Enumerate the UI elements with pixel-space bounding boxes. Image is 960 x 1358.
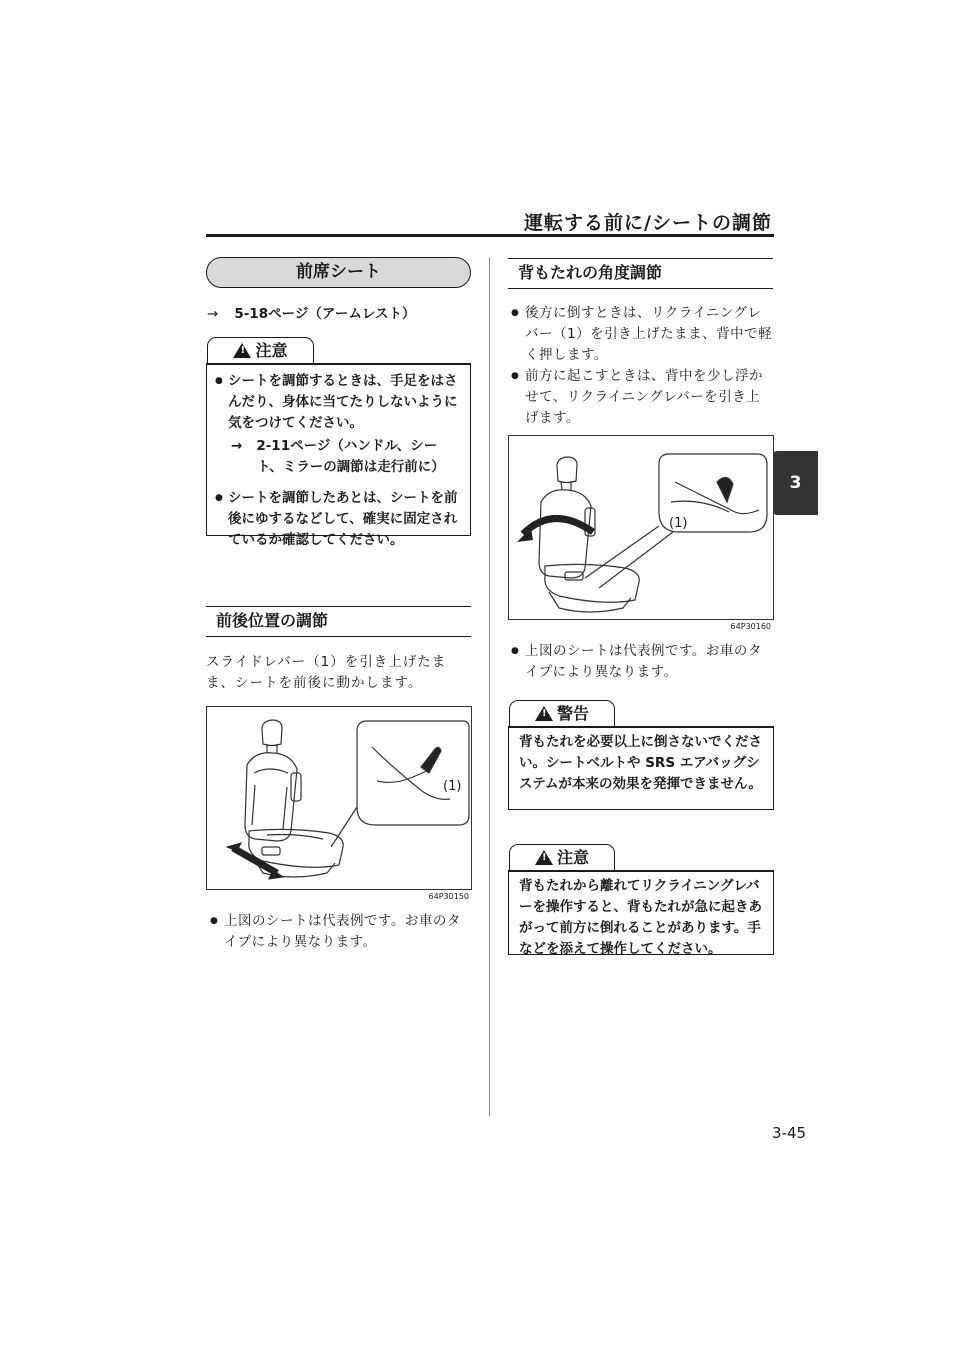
- arrow-icon: →: [231, 438, 243, 454]
- warning-box: [508, 726, 774, 810]
- section-heading-fore-aft: 前後位置の調節: [206, 606, 471, 637]
- column-divider: [489, 258, 490, 1116]
- caution-text: 背もたれから離れてリクライニングレバーを操作すると、背もたれが急に起きあがって前方に倒れることがあります。手などを添えて操作してください。: [519, 878, 762, 957]
- section-heading-recline: 背もたれの角度調節: [508, 258, 773, 289]
- recline-bullet-1: ● 後方に倒すときは、リクライニングレバー（1）を引き上げたまま、背中で軽く押します。: [511, 303, 774, 366]
- warning-triangle-icon: [535, 706, 553, 721]
- caution-label: [509, 844, 615, 871]
- caution-box: [206, 363, 471, 548]
- warning-triangle-icon: [233, 343, 251, 358]
- recline-note: ● 上図のシートは代表例です。お車のタイプにより異なります。: [511, 641, 774, 683]
- caution-subreference-text: 2-11ページ（ハンドル、シート、ミラーの調節は走行前に）: [256, 438, 445, 475]
- seat-illustration-svg: [207, 707, 471, 889]
- warning-triangle-icon: [535, 850, 553, 865]
- seat-recline-illustration: [508, 435, 774, 631]
- caution-label-text: 注意: [255, 341, 288, 360]
- warning-label-text: 警告: [556, 704, 589, 723]
- recline-bullet-2: ● 前方に起こすときは、背中を少し浮かせて、リクライニングレバーを引き上げます。: [511, 366, 774, 429]
- caution-subreference: [215, 436, 462, 478]
- callout-label: (1): [443, 779, 462, 794]
- warning-text: 背もたれを必要以上に倒さないでください。シートベルトや SRS エアバッグシステムが本来の効果を発揮できません。: [519, 734, 762, 792]
- fore-aft-note: ● 上図のシートは代表例です。お車のタイプにより異なります。: [210, 911, 472, 953]
- callout-label: (1): [669, 516, 688, 531]
- caution-label-text: 注意: [556, 848, 589, 867]
- recline-illustration-svg: [509, 436, 773, 619]
- section-title-front-seat: 前席シート: [206, 257, 471, 288]
- caution-item-2: ● シートを調節したあとは、シートを前後にゆするなどして、確実に固定されているか確認してください。: [215, 488, 462, 551]
- figure-code: 64P30160: [730, 622, 771, 631]
- seat-slide-illustration: [206, 706, 472, 901]
- caution-label: [207, 337, 314, 364]
- fore-aft-description: スライドレバー（1）を引き上げたまま、シートを前後に動かします。: [206, 654, 447, 691]
- caution-box-recline: [508, 870, 774, 955]
- cross-reference-text: 5-18ページ（アームレスト）: [234, 306, 416, 322]
- header-rule: [206, 234, 774, 237]
- chapter-tab: 3: [773, 451, 818, 515]
- cross-reference: [207, 302, 416, 322]
- caution-item-1: ● シートを調節するときは、手足をはさんだり、身体に当てたりしないように気をつけてください。: [215, 371, 462, 434]
- page-number: 3-45: [772, 1124, 807, 1142]
- figure-code: 64P30150: [428, 892, 469, 901]
- page-header-title: 運転する前に/シートの調節: [524, 212, 772, 234]
- arrow-icon: →: [207, 306, 219, 322]
- warning-label: [509, 700, 615, 727]
